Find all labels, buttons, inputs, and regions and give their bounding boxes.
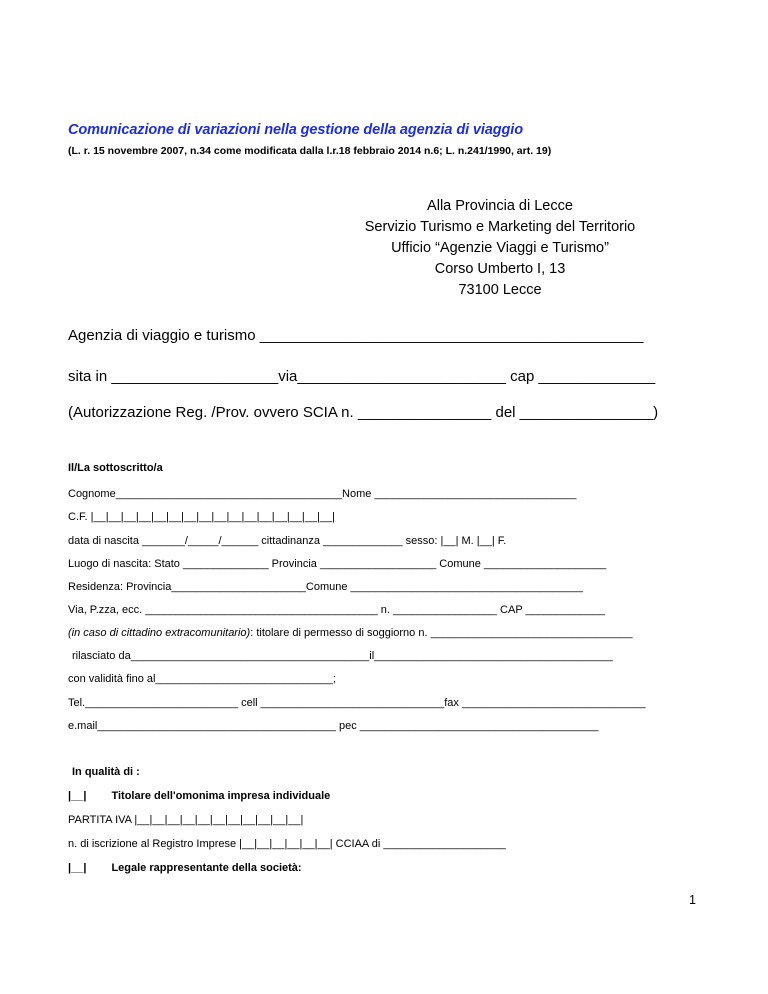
field-cognome-nome: Cognome_____________________________________Nome _________________________________ bbox=[68, 488, 577, 500]
addressee-line-3: Ufficio “Agenzie Viaggi e Turismo” bbox=[391, 240, 609, 256]
field-telefono: Tel._________________________ cell ______________________________fax ______________________________ bbox=[68, 697, 646, 709]
quality-option-legale-rappresentante[interactable] bbox=[68, 862, 302, 874]
addressee-line-2: Servizio Turismo e Marketing del Territorio bbox=[364, 219, 636, 235]
quality-option-titolare[interactable] bbox=[68, 790, 330, 802]
field-via-piazza: Via, P.zza, ecc. ______________________________________ n. _________________ CAP _____________ bbox=[68, 604, 606, 616]
field-residenza: Residenza: Provincia______________________Comune ______________________________________ bbox=[68, 581, 584, 593]
field-partita-iva: PARTITA IVA |__|__|__|__|__|__|__|__|__|__|__| bbox=[68, 814, 304, 826]
undersigned-heading: Il/La sottoscritto/a bbox=[68, 462, 163, 474]
addressee-line-1: Alla Provincia di Lecce bbox=[427, 198, 573, 214]
field-email-pec: e.mail_______________________________________ pec _______________________________________ bbox=[68, 720, 599, 732]
field-permesso-soggiorno-note: (in caso di cittadino extracomunitario) bbox=[68, 627, 251, 639]
addressee-line-4: Corso Umberto I, 13 bbox=[434, 261, 566, 277]
page-title: Comunicazione di variazioni nella gestione della agenzia di viaggio bbox=[68, 122, 523, 138]
field-permesso-soggiorno bbox=[68, 627, 632, 639]
checkbox-titolare[interactable]: |__| bbox=[68, 790, 87, 802]
quality-option-titolare-label: Titolare dell'omonima impresa individuale bbox=[111, 790, 331, 802]
quality-option-legale-rappresentante-label: Legale rappresentante della società: bbox=[111, 862, 302, 874]
page-subtitle: (L. r. 15 novembre 2007, n.34 come modificata dalla l.r.18 febbraio 2014 n.6; L. n.241/1990, art. 19) bbox=[68, 145, 552, 157]
checkbox-legale-rappresentante[interactable]: |__| bbox=[68, 862, 87, 874]
quality-heading: In qualità di : bbox=[72, 766, 140, 778]
agency-name-field: Agenzia di viaggio e turismo ______________________________________________ bbox=[68, 327, 644, 344]
field-registro-imprese: n. di iscrizione al Registro Imprese |__|__|__|__|__|__| CCIAA di ____________________ bbox=[68, 838, 506, 850]
addressee-line-5: 73100 Lecce bbox=[458, 282, 542, 298]
field-codice-fiscale: C.F. |__|__|__|__|__|__|__|__|__|__|__|__|__|__|__|__| bbox=[68, 511, 335, 523]
addressee-block bbox=[300, 196, 700, 301]
page-number: 1 bbox=[689, 893, 696, 907]
field-data-nascita: data di nascita _______/_____/______ cittadinanza _____________ sesso: |__| M. |__| F. bbox=[68, 535, 507, 547]
agency-address-field: sita in ____________________via_________________________ cap ______________ bbox=[68, 368, 656, 385]
agency-authorization-field: (Autorizzazione Reg. /Prov. ovvero SCIA n. ________________ del ________________) bbox=[68, 404, 659, 421]
field-luogo-nascita: Luogo di nascita: Stato ______________ Provincia ___________________ Comune ____________________ bbox=[68, 558, 607, 570]
field-rilasciato-da: rilasciato da_______________________________________il_______________________________________ bbox=[72, 650, 613, 662]
field-validita-fino-al: con validità fino al_____________________________; bbox=[68, 673, 336, 685]
field-permesso-soggiorno-rest: : titolare di permesso di soggiorno n. _________________________________ bbox=[250, 627, 633, 639]
